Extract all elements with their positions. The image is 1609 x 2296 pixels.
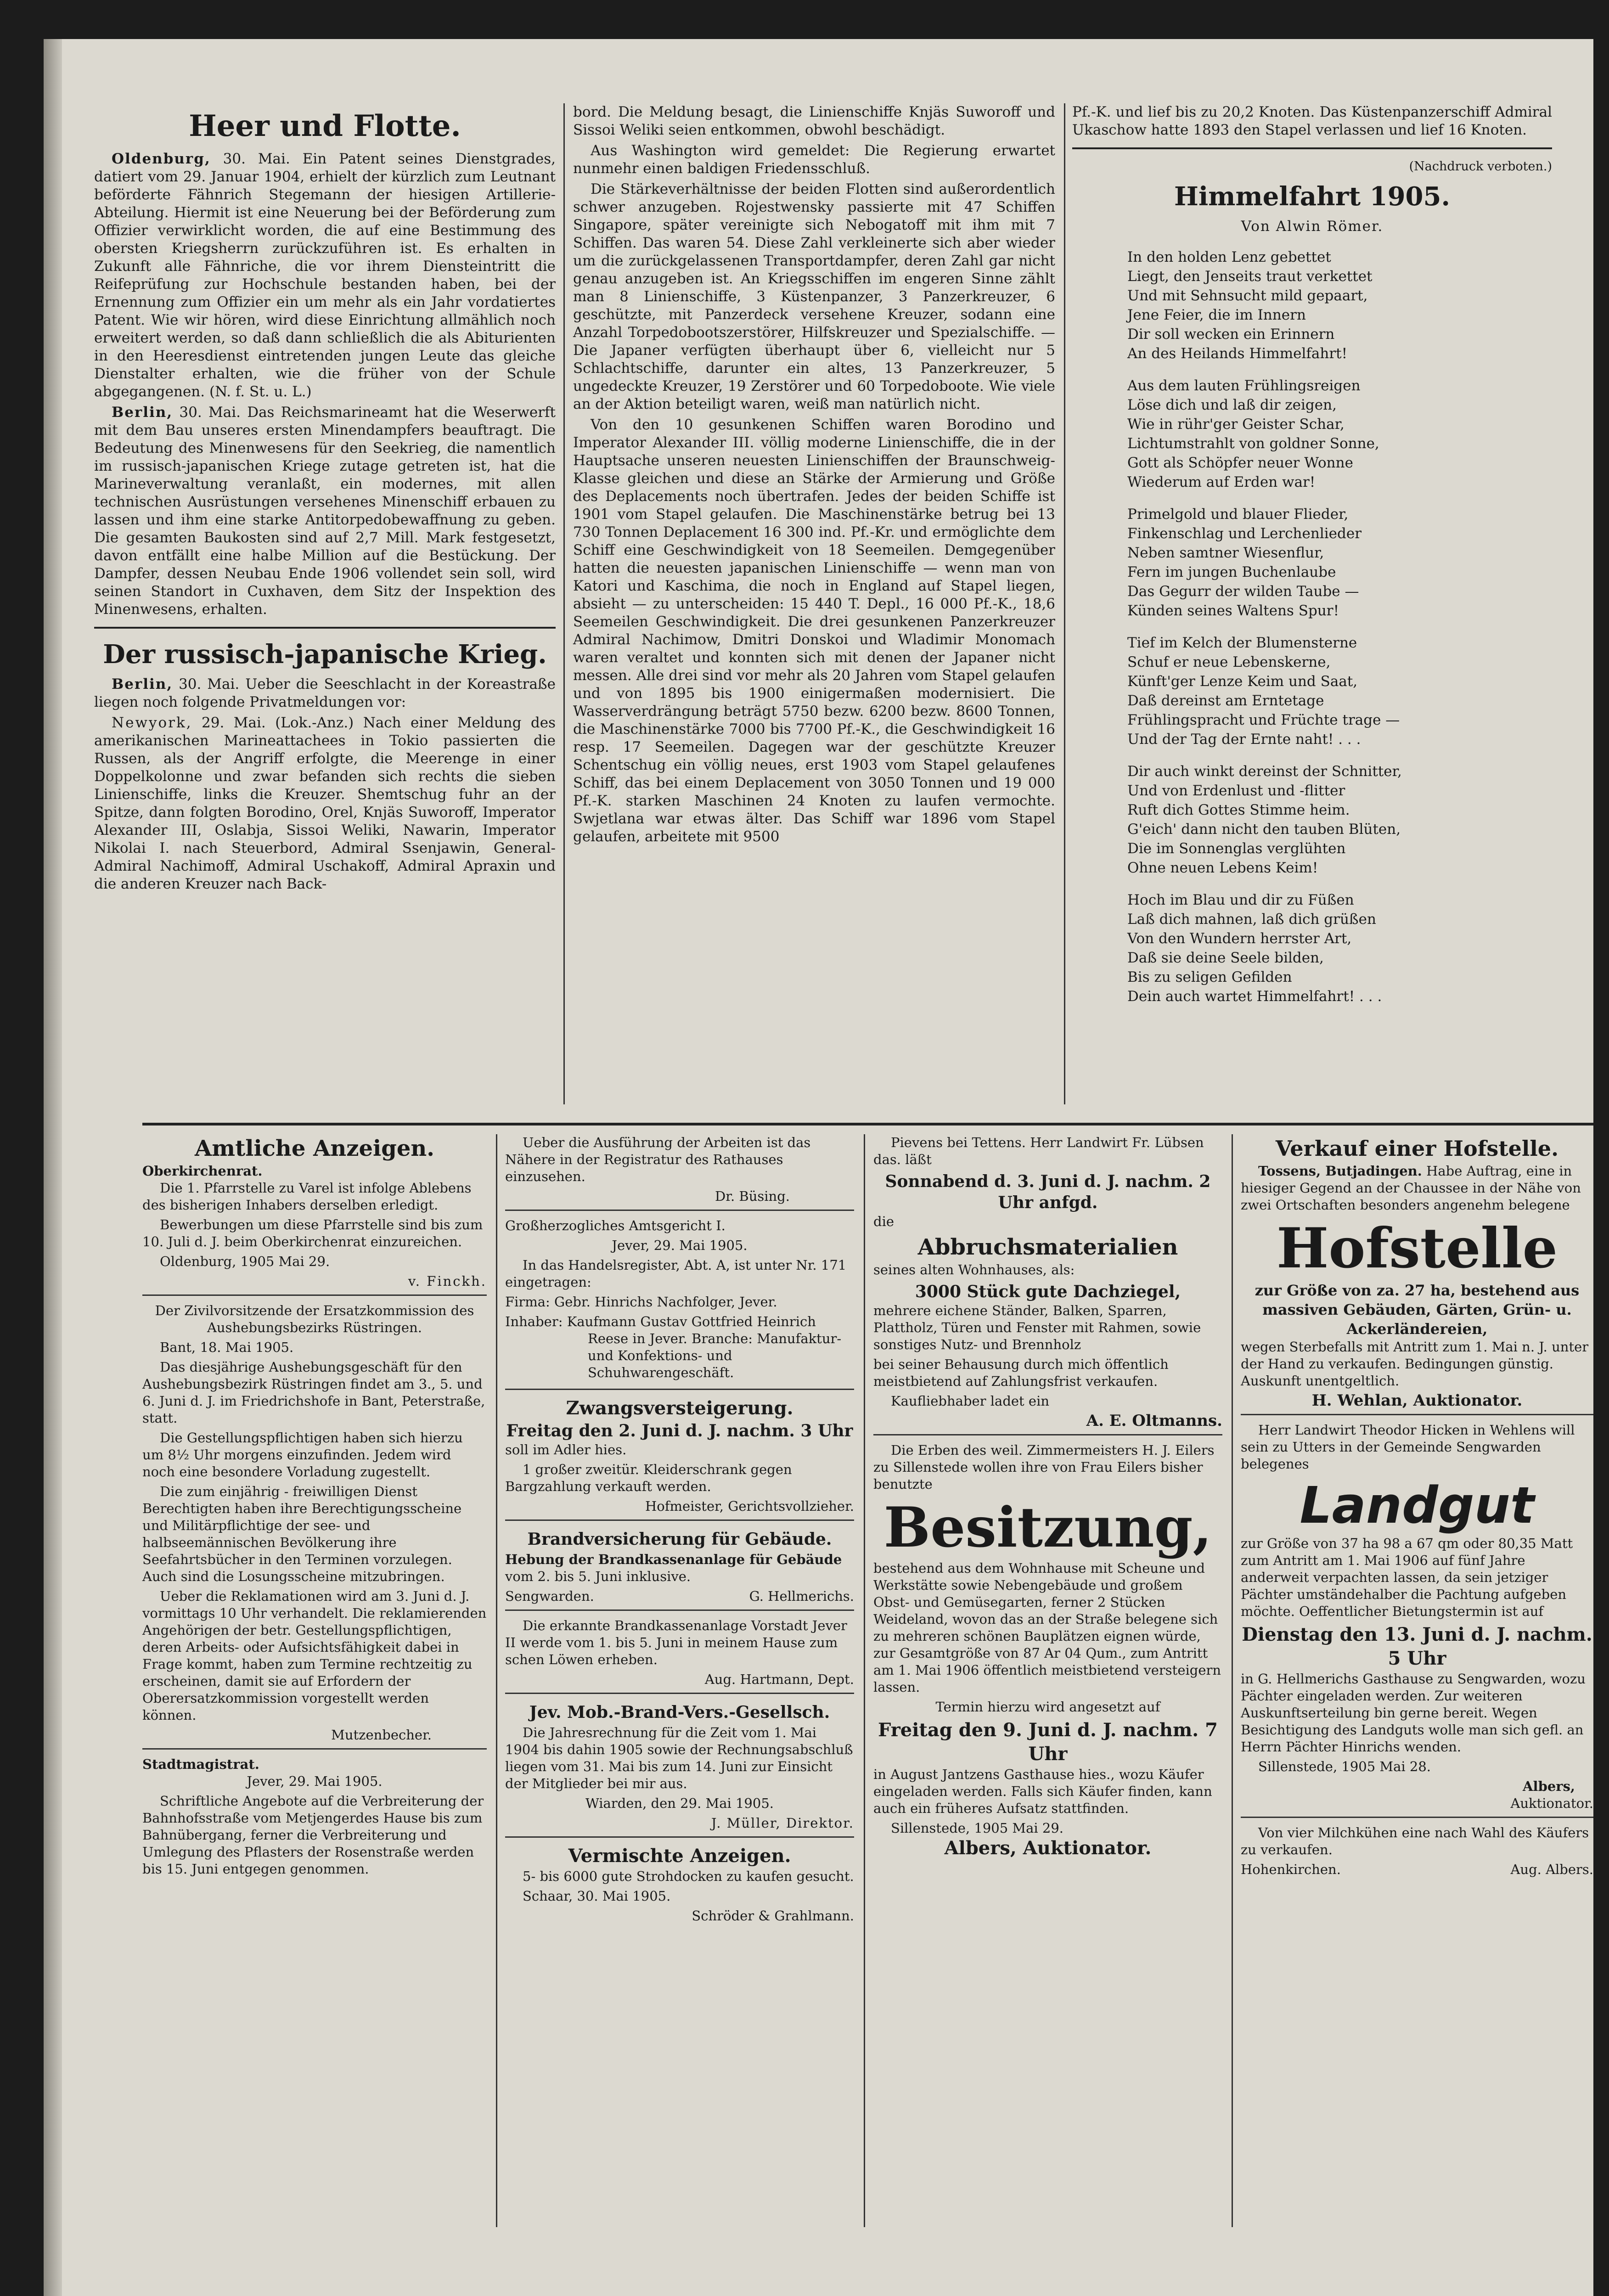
- divider: [94, 627, 556, 629]
- ad-column-2: Ueber die Ausführung der Arbeiten ist das Nähere in der Registratur des Rathauses einzusehen. Dr. Büsing. Großherzogliches Amtsgericht I. Jever, 29. Mai 1905. In das Handelsregister, Abt. A, ist unter Nr. 171 eingetragen: Firma: Gebr. Hinrichs Nachfolger, Jever. Inhaber: Kaufmann Gustav Gottfried Heinrich Reese in Jever. Branche: Manufaktur- und Konfektions- und Schuhwarengeschäft. Zwangsversteigerung. Freitag den 2. Juni d. J. nachm. 3 Uhr soll im Adler hies. 1 großer zweitür. Kleiderschrank gegen Bargzahlung verkauft werden. Hofmeister, Gerichtsvollzieher. Brandversicherung für Gebäude. Hebung der Brandkassenanlage für Gebäude vom 2. bis 5. Juni inklusive. Sengwarden. G. Hellmerichs. Die erkannte Brandkassenanlage Vorstadt Jever II werde vom 1. bis 5. Juni in meinem Hause zum schen Löwen erheben. Aug. Hartmann, Dept. Jev. Mob.-Brand-Vers.-Gesellsch. Die Jahresrechnung für die Zeit vom 1. Mai 1904 bis dahin 1905 sowie der Rechnungsabschluß liegen vom 31. Mai bis zum 14. Juni zur Einsicht der Mitglieder bei mir aus. Wiarden, den 29. Mai 1905. J. Müller, Direktor. Vermischte Anzeigen. 5- bis 6000 gute Strohdocken zu kaufen gesucht. Schaar, 30. Mai 1905. Schröder & Grahlmann.: [505, 1135, 854, 1924]
- ad-subheading: Oberkirchenrat.: [142, 1163, 263, 1179]
- poem-stanza-4: Tief im Kelch der Blumensterne Schuf er neue Lebenskerne, Künft'ger Lenze Keim und Saat, Daß dereinst am Erntetage Frühlingspracht und Früchte trage — Und der Tag der Ernte naht! . . .: [1127, 635, 1400, 748]
- poem-stanza-1: In den holden Lenz gebettet Liegt, den Jenseits traut verkettet Und mit Sehnsucht mild gepaart, Jene Feier, die im Innern Dir soll wecken ein Erinnern An des Heilands Himmelfahrt!: [1127, 249, 1373, 362]
- section-heading-war: Der russisch-japanische Krieg.: [103, 639, 547, 670]
- signature: Hohenkirchen. Aug. Albers.: [1241, 1862, 1593, 1877]
- article-sunken-ships: Von den 10 gesunkenen Schiffen waren Borodino und Imperator Alexander III. völlig moderne Linienschiffe, die in der Hauptsache unseren neuesten Linienschiffen der Braunschweig-Klasse gleichen und diese an Stärke der Armierung und Größe des Deplacements noch übertrafen. Jedes der beiden Schiffe ist 1901 vom Stapel gelaufen. Die Maschinenstärke betrug bei 13 730 Tonnen Deplacement 16 300 ind. Pf.-Kr. und ermöglichte dem Schiff eine Geschwindigkeit von 18 Seemeilen. Demgegenüber hatten die neuesten japanischen Linienschiffe — wenn man von Katori und Kaschima, die noch in England auf Stapel liegen, absieht — zu unterscheiden: 15 440 T. Depl., 16 000 Pf.-K., 18,6 Seemeilen Geschwindigkeit. Die drei gesunkenen Panzerkreuzer Admiral Nachimow, Dmitri Donskoi und Wladimir Monomach waren veraltet und konnten sich mit denen der Japaner nicht messen. Alle drei sind vor mehr als 20 Jahren vom Stapel gelaufen und von 1895 bis 1900 einigermaßen modernisiert. Die Wasserverdrängung beträgt 5750 bezw. 6200 bezw. 8600 Tonnen, die Maschinenstärke 7000 bis 7700 Pf.-K., die Geschwindigkeit 16 resp. 17 Seemeilen. Dagegen war der geschützte Kreuzer Schentschug ein völlig neues, erst 1903 vom Stapel gelaufenes Schiff, das bei einem Deplacement von 3050 Tonnen und 19 000 Pf.-K. starken Maschinen 24 Knoten zu laufen vermochte. Swjetlana war etwas älter. Das Schiff war 1896 vom Stapel gelaufen, arbeitete mit 9500: [573, 416, 1055, 845]
- article-berlin-mines: Berlin, 30. Mai. Das Reichsmarineamt hat die Weserwerft mit dem Bau unseres ersten Minendampfers beauftragt. Die Bedeutung des Minenwesens für den Seekrieg, die namentlich im russisch-japanischen Kriege zutage getreten ist, hat die Marineverwaltung veranlaßt, ein modernes, mit allen technischen Ausrüstungen versehenes Minenschiff erbauen zu lassen und ihm eine starke Antitorpedobewaffnung zu geben. Die gesamten Baukosten sind auf 2,7 Mill. Mark festgesetzt, davon entfällt eine halbe Million auf die Bestückung. Der Dampfer, dessen Neubau Ende 1906 vollendet sein soll, wird seinen Standort in Cuxhaven, dem Sitz der Inspektion des Minenwesens, erhalten.: [94, 404, 556, 618]
- signature: Schröder & Grahlmann.: [692, 1908, 854, 1924]
- signature: v. Finckh.: [142, 1273, 487, 1296]
- dateline: Berlin,: [112, 676, 173, 692]
- column-1: [94, 103, 556, 896]
- article-fleet-strength: Die Stärkeverhältnisse der beiden Flotten sind außerordentlich schwer anzugeben. Rojestwensky passierte mit 47 Schiffen Singapore, später vereinigte sich Nebogatoff mit ihm mit 7 Schiffen. Das waren 54. Diese Zahl verkleinerte sich aber wieder um die zurückgelassenen Transportdampfer, deren Zahl gar nicht genau anzugeben ist. An Kriegsschiffen im engeren Sinne zählt man 8 Linienschiffe, 3 Küstenpanzer, 3 Panzerkreuzer, 6 geschützte, mit Panzerdeck versehene Kreuzer, sodann eine Anzahl Torpedobootszerstörer, Hilfskreuzer und Spezialschiffe. — Die Japaner verfügten überhaupt über 6, vielleicht nur 5 Schlachtschiffe, darunter ein altes, 13 Panzerkreuzer, 5 ungedeckte Kreuzer, 19 Zerstörer und 60 Torpedoboote. Wie viele an der Aktion beteiligt waren, weiß man natürlich nicht.: [573, 181, 1055, 412]
- column-rule: [864, 1134, 865, 2227]
- divider: [1072, 147, 1552, 149]
- column-rule: [1064, 103, 1065, 1104]
- ad-heading: Jev. Mob.-Brand-Vers.-Gesellsch.: [529, 1703, 830, 1722]
- signature: Auktionator.: [1241, 1795, 1593, 1818]
- signature: Dr. Büsing.: [505, 1188, 854, 1211]
- ad-heading: Amtliche Anzeigen.: [195, 1136, 434, 1161]
- signature: Albers,: [1523, 1778, 1575, 1794]
- article-continued: bord. Die Meldung besagt, die Linienschiffe Knjäs Suworoff und Sissoi Weliki seien entkommen, obwohl beschädigt.: [573, 104, 1055, 138]
- news-columns: [94, 103, 1552, 1118]
- dateline: Berlin,: [112, 404, 173, 421]
- signature: Mutzenbecher.: [142, 1727, 487, 1750]
- ad-heading: Verkauf einer Hofstelle.: [1275, 1136, 1559, 1161]
- signature: Hofmeister, Gerichtsvollzieher.: [505, 1498, 854, 1521]
- ad-display-heading: Besitzung,: [883, 1495, 1212, 1560]
- ad-display-heading: Landgut: [1300, 1476, 1535, 1535]
- signature: J. Müller, Direktor.: [505, 1815, 854, 1838]
- dateline: Oldenburg,: [112, 151, 211, 167]
- signature: H. Wehlan, Auktionator.: [1241, 1392, 1593, 1415]
- poem-stanza-6: Hoch im Blau und dir zu Füßen Laß dich mahnen, laß dich grüßen Von den Wundern herrster Art, Daß sie deine Seele bilden, Bis zu seligen Gefilden Dein auch wartet Himmelfahrt! . . .: [1127, 892, 1382, 1005]
- ad-display-heading: Hofstelle: [1277, 1216, 1558, 1281]
- page-binding-edge: [44, 39, 62, 2296]
- auction-date: Freitag den 2. Juni d. J. nachm. 3 Uhr: [506, 1421, 853, 1441]
- ad-heading: Abbruchsmaterialien: [917, 1234, 1178, 1260]
- section-heading-military: Heer und Flotte.: [189, 109, 461, 143]
- poem-stanza-5: Dir auch winkt dereinst der Schnitter, Und von Erdenlust und -flitter Ruft dich Gottes Stimme heim. G'eich' dann nicht den tauben Blüten, Die im Sonnenglas verglühten Ohne neuen Lebens Keim!: [1127, 763, 1402, 876]
- article-berlin-war: Berlin, 30. Mai. Ueber die Seeschlacht in der Koreastraße liegen noch folgende Privatmeldungen vor:: [94, 676, 556, 710]
- auction-date: Sonnabend d. 3. Juni d. J. nachm. 2 Uhr anfgd.: [885, 1172, 1211, 1212]
- poem-stanza-3: Primelgold und blauer Flieder, Finkenschlag und Lerchenlieder Neben samtner Wiesenflur, Fern im jungen Buchenlaube Das Gegurr der wilden Taube — Künden seines Waltens Spur!: [1127, 506, 1362, 619]
- ad-subheading: Stadtmagistrat.: [142, 1756, 259, 1772]
- column-rule: [496, 1134, 497, 2227]
- ad-heading: Zwangsversteigerung.: [566, 1397, 793, 1419]
- signature: Aug. Hartmann, Dept.: [505, 1671, 854, 1694]
- poem-byline: Von Alwin Römer.: [1241, 218, 1384, 235]
- dateline: Newyork,: [112, 715, 192, 731]
- article-oldenburg: Oldenburg, 30. Mai. Ein Patent seines Dienstgrades, datiert vom 29. Januar 1904, erhielt der kürzlich zum Leutnant beförderte Fähnrich Stegemann der hiesigen Artillerie-Abteilung. Hiermit ist eine Neuerung bei der Beförderung zum Offizier verwirklicht worden, die auf eine Bestimmung des obersten Kriegsherrn zurückzuführen ist. Es erhalten in Zukunft alle Fähnriche, die vor ihrem Diensteintritt die Reifeprüfung zur Hochschule bestanden haben, bei der Ernennung zum Offizier ein um mehr als ein Jahr vordatiertes Patent. Wie wir hören, wird diese Einrichtung allmählich noch erweitert werden, so daß dann schließlich die als Abiturienten in den Heeresdienst eintretenden jungen Leute das gleiche Dienstalter erhalten, wie die früher von der Schule abgegangenen. (N. f. St. u. L.): [94, 151, 556, 400]
- signature: A. E. Oltmanns.: [873, 1412, 1222, 1435]
- column-3: [1072, 103, 1552, 1019]
- column-rule: [563, 103, 565, 1104]
- column-2: [573, 103, 1055, 849]
- poem-title: Himmelfahrt 1905.: [1174, 181, 1450, 212]
- signature: Albers, Auktionator.: [944, 1837, 1152, 1859]
- auction-date: Freitag den 9. Juni d. J. nachm. 7 Uhr: [878, 1719, 1218, 1765]
- advertisements: [142, 1134, 1593, 2259]
- article-continued: Pf.-K. und lief bis zu 20,2 Knoten. Das Küstenpanzerschiff Admiral Ukaschow hatte 1893 den Stapel verlassen und lief 16 Knoten.: [1072, 104, 1552, 138]
- article-washington: Aus Washington wird gemeldet: Die Regierung erwartet nunmehr einen baldigen Friedensschluß.: [573, 142, 1055, 177]
- auction-date: Dienstag den 13. Juni d. J. nachm. 5 Uhr: [1242, 1624, 1592, 1669]
- reprint-notice: (Nachdruck verboten.): [1409, 159, 1552, 174]
- section-divider: [142, 1123, 1593, 1125]
- article-newyork: Newyork, 29. Mai. (Lok.-Anz.) Nach einer Meldung des amerikanischen Marineattachees in Tokio passierten die Russen, als der Angriff erfolgte, die Meerenge in einer Doppelkolonne und zwar befanden sich rechts die sieben Linienschiffe, links die Kreuzer. Shemtschug fuhr an der Spitze, dann folgten Borodino, Orel, Knjäs Suworoff, Imperator Alexander III, Oslabja, Sissoi Weliki, Nawarin, Imperator Nikolai I. nach Steuerbord, Admiral Ssenjawin, General-Admiral Nachimoff, Admiral Uschakoff, Admiral Apraxin und die anderen Kreuzer nach Back-: [94, 715, 556, 892]
- ad-heading: Vermischte Anzeigen.: [568, 1845, 791, 1867]
- signature: Sengwarden. G. Hellmerichs.: [505, 1588, 854, 1611]
- ad-column-1: Amtliche Anzeigen. Oberkirchenrat. Die 1. Pfarrstelle zu Varel ist infolge Ablebens des bisherigen Inhabers derselben erledigt. Bewerbungen um diese Pfarrstelle sind bis zum 10. Juli d. J. beim Oberkirchenrat einzureichen. Oldenburg, 1905 Mai 29. v. Finckh. Der Zivilvorsitzende der Ersatzkommission des Aushebungsbezirks Rüstringen. Bant, 18. Mai 1905. Das diesjährige Aushebungsgeschäft für den Aushebungsbezirk Rüstringen findet am 3., 5. und 6. Juni d. J. im Friedrichshofe in Bant, Peterstraße, statt. Die Gestellungspflichtigen haben sich hierzu um 8½ Uhr morgens einzufinden. Jedem wird noch eine besondere Vorladung zugestellt. Die zum einjährig - freiwilligen Dienst Berechtigten haben ihre Berechtigungsscheine und Militärpflichtige der see- und halbseemännischen Bevölkerung ihre Seefahrtsbücher in den Terminen vorzulegen. Auch sind die Losungsscheine mitzubringen. Ueber die Reklamationen wird am 3. Juni d. J. vormittags 10 Uhr verhandelt. Die reklamierenden Angehörigen der betr. Gestellungspflichtigen, deren Arbeits- oder Aufsichtsfähigkeit dabei in Frage kommt, haben zum Termine rechtzeitig zu erscheinen, damit sie auf Erfordern der Oberersatzkommission vorgestellt werden können. Mutzenbecher. Stadtmagistrat. Jever, 29. Mai 1905. Schriftliche Angebote auf die Verbreiterung der Bahnhofsstraße vom Metjengerdes Hause bis zum Bahnübergang, ferner die Verbreiterung und Umlegung des Pflasters der Rosenstraße werden bis 15. Juni entgegen genommen.: [142, 1134, 487, 1880]
- ad-heading: Brandversicherung für Gebäude.: [527, 1530, 832, 1549]
- column-rule: [1232, 1134, 1233, 2227]
- ad-column-3: Pievens bei Tettens. Herr Landwirt Fr. Lübsen das. läßt Sonnabend d. 3. Juni d. J. nachm. 2 Uhr anfgd. die Abbruchsmaterialien seines alten Wohnhauses, als: 3000 Stück gute Dachziegel, mehrere eichene Ständer, Balken, Sparren, Plattholz, Türen und Fenster mit Rahmen, sowie sonstiges Nutz- und Brennholz bei seiner Behausung durch mich öffentlich meistbietend auf Zahlungsfrist verkaufen. Kaufliebhaber ladet ein A. E. Oltmanns. Die Erben des weil. Zimmermeisters H. J. Eilers zu Sillenstede wollen ihre von Frau Eilers bisher benutzte Besitzung, bestehend aus dem Wohnhause mit Scheune und Werkstätte sowie Nebengebäude und großem Obst- und Gemüsegarten, ferner 2 Stücken Weideland, wovon das an der Straße belegene sich zu mehreren schönen Bauplätzen eignen würde, zur Gesamtgröße von 87 Ar 04 Qum., zum Antritt am 1. Mai 1906 öffentlich meistbietend versteigern lassen. Termin hierzu wird angesetzt auf Freitag den 9. Juni d. J. nachm. 7 Uhr in August Jantzens Gasthause hies., wozu Käufer eingeladen werden. Falls sich Käufer finden, kann auch ein früheres Aufsatz stattfinden. Sillenstede, 1905 Mai 29. Albers, Auktionator.: [873, 1135, 1222, 1859]
- poem-stanza-2: Aus dem lauten Frühlingsreigen Löse dich und laß dir zeigen, Wie in rühr'ger Geister Schar, Lichtumstrahlt von goldner Sonne, Gott als Schöpfer neuer Wonne Wiederum auf Erden war!: [1127, 377, 1379, 490]
- ad-column-4: Verkauf einer Hofstelle. Tossens, Butjadingen. Habe Auftrag, eine in hiesiger Gegend an der Chaussee in der Nähe von zwei Ortschaften besonders angenehm belegene Hofstelle zur Größe von za. 27 ha, bestehend aus massiven Gebäuden, Gärten, Grün- u. Ackerländereien, wegen Sterbefalls mit Antritt zum 1. Mai n. J. unter der Hand zu verkaufen. Bedingungen günstig. Auskunft unentgeltlich. H. Wehlan, Auktionator. Herr Landwirt Theodor Hicken in Wehlens will sein zu Utters in der Gemeinde Sengwarden belegenes Landgut zur Größe von 37 ha 98 a 67 qm oder 80,35 Matt zum Antritt am 1. Mai 1906 auf fünf Jahre anderweit verpachten lassen, da sein jetziger Pächter umständehalber die Pachtung aufgeben möchte. Oeffentlicher Bietungstermin ist auf Dienstag den 13. Juni d. J. nachm. 5 Uhr in G. Hellmerichs Gasthause zu Sengwarden, wozu Pächter eingeladen werden. Zur weiteren Auskunftserteilung bin gerne bereit. Wegen Besichtigung des Landguts wolle man sich gefl. an Herrn Pächter Hinrichs wenden. Sillenstede, 1905 Mai 28. Albers, Auktionator. Von vier Milchkühen eine nach Wahl des Käufers zu verkaufen. Hohenkirchen. Aug. Albers.: [1241, 1134, 1593, 1878]
